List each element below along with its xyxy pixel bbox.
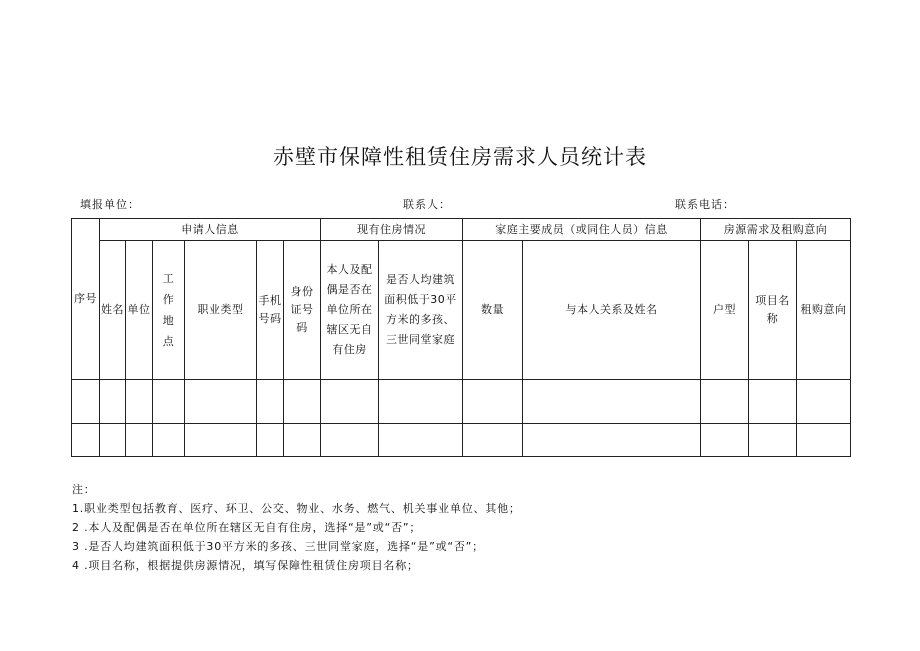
group-family-members: 家庭主要成员（或同住人员）信息 <box>463 219 701 241</box>
cell-intent[interactable] <box>797 380 851 424</box>
cell-unit[interactable] <box>126 424 153 457</box>
cell-phone[interactable] <box>257 424 284 457</box>
cell-workplace[interactable] <box>153 424 185 457</box>
col-intent: 租购意向 <box>797 241 851 380</box>
col-seq: 序号 <box>72 219 100 380</box>
cell-id-number[interactable] <box>284 380 321 424</box>
group-housing-demand: 房源需求及租购意向 <box>701 219 851 241</box>
group-housing-status: 现有住房情况 <box>321 219 463 241</box>
cell-seq[interactable] <box>72 424 100 457</box>
cell-workplace[interactable] <box>153 380 185 424</box>
cell-layout[interactable] <box>701 380 749 424</box>
cell-name[interactable] <box>100 424 126 457</box>
cell-project-name[interactable] <box>749 380 797 424</box>
col-project-name: 项目名称 <box>749 241 797 380</box>
contact-phone-label: 联系电话： <box>675 198 735 211</box>
table-row <box>72 424 851 457</box>
col-low-area-family: 是否人均建筑面积低于30平方米的多孩、三世同堂家庭 <box>379 241 463 380</box>
cell-seq[interactable] <box>72 380 100 424</box>
column-header-row <box>72 241 851 380</box>
cell-project-name[interactable] <box>749 424 797 457</box>
col-count: 数量 <box>463 241 523 380</box>
cell-relation-name[interactable] <box>523 380 701 424</box>
col-job-type: 职业类型 <box>185 241 257 380</box>
note-item: 2 .本人及配偶是否在单位所在辖区无自有住房，选择“是”或“否”； <box>72 521 422 534</box>
cell-unit[interactable] <box>126 380 153 424</box>
cell-low-area-family[interactable] <box>379 380 463 424</box>
cell-low-area-family[interactable] <box>379 424 463 457</box>
contact-person-label: 联系人： <box>403 198 451 211</box>
statistics-table <box>71 218 851 457</box>
cell-phone[interactable] <box>257 380 284 424</box>
col-id-number: 身份证号码 <box>284 241 321 380</box>
cell-count[interactable] <box>463 424 523 457</box>
cell-count[interactable] <box>463 380 523 424</box>
cell-job-type[interactable] <box>185 380 257 424</box>
note-item: 1.职业类型包括教育、医疗、环卫、公交、物业、水务、燃气、机关事业单位、其他； <box>72 502 521 515</box>
cell-layout[interactable] <box>701 424 749 457</box>
cell-no-own-house[interactable] <box>321 380 379 424</box>
col-no-own-house: 本人及配偶是否在单位所在辖区无自有住房 <box>321 241 379 380</box>
col-workplace: 工作地点 <box>153 241 185 380</box>
col-layout: 户型 <box>701 241 749 380</box>
reporting-unit-label: 填报单位： <box>80 198 140 211</box>
notes-section <box>72 480 521 575</box>
note-item: 3 .是否人均建筑面积低于30平方米的多孩、三世同堂家庭，选择“是”或“否”； <box>72 540 484 553</box>
col-unit: 单位 <box>126 241 153 380</box>
notes-heading: 注： <box>72 483 96 496</box>
cell-no-own-house[interactable] <box>321 424 379 457</box>
cell-id-number[interactable] <box>284 424 321 457</box>
cell-intent[interactable] <box>797 424 851 457</box>
cell-name[interactable] <box>100 380 126 424</box>
page-title: 赤壁市保障性租赁住房需求人员统计表 <box>273 145 647 169</box>
col-name: 姓名 <box>100 241 126 380</box>
group-header-row <box>72 219 851 241</box>
table-row <box>72 380 851 424</box>
col-relation-name: 与本人关系及姓名 <box>523 241 701 380</box>
note-item: 4 .项目名称，根据提供房源情况，填写保障性租赁住房项目名称； <box>72 559 419 572</box>
cell-relation-name[interactable] <box>523 424 701 457</box>
cell-job-type[interactable] <box>185 424 257 457</box>
group-applicant-info: 申请人信息 <box>100 219 321 241</box>
col-phone: 手机号码 <box>257 241 284 380</box>
